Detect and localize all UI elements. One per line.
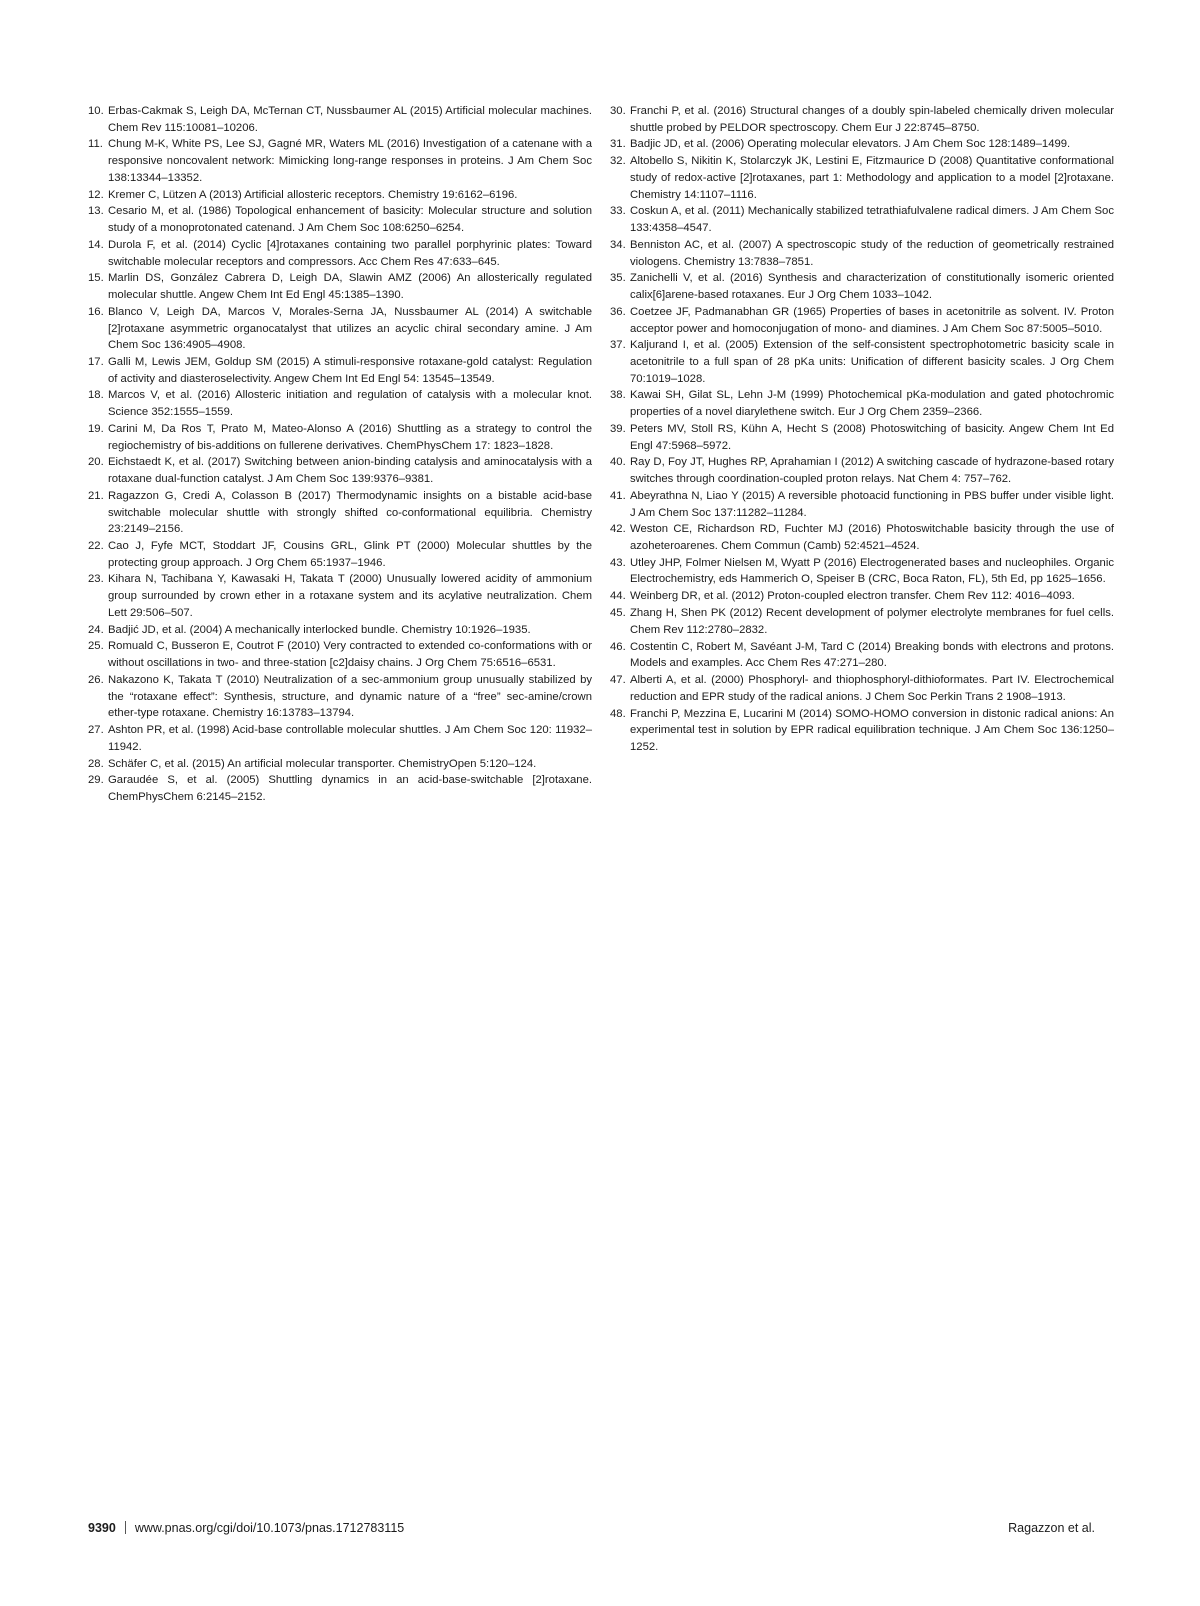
page-number: 9390 — [88, 1521, 116, 1535]
reference-text: Coskun A, et al. (2011) Mechanically stabilized tetrathiafulvalene radical dimers. J Am Chem Soc 133:4358–4547. — [630, 205, 1114, 235]
reference-text: Franchi P, Mezzina E, Lucarini M (2014) SOMO-HOMO conversion in distonic radical anions: An experimental test in solution by EPR radical equilibration technique. J Am Chem Soc 136:1250–1252. — [630, 707, 1114, 753]
reference-number: 47. — [610, 674, 626, 687]
reference-text: Zanichelli V, et al. (2016) Synthesis and characterization of constitutionally isomeric oriented calix[6]arene-based rotaxanes. Eur J Org Chem 1033–1042. — [630, 272, 1114, 302]
reference-number: 21. — [88, 489, 104, 502]
reference-text: Kihara N, Tachibana Y, Kawasaki H, Takata T (2000) Unusually lowered acidity of ammonium group surrounded by crown ether in a rotaxane system and its acylative neutralization. Chem Lett 29:506–507. — [108, 573, 592, 619]
reference-item — [610, 387, 1114, 420]
reference-item — [88, 672, 592, 722]
reference-item — [610, 153, 1114, 203]
reference-number: 44. — [610, 590, 626, 603]
reference-item — [610, 672, 1114, 705]
reference-text: Zhang H, Shen PK (2012) Recent development of polymer electrolyte membranes for fuel cells. Chem Rev 112:2780–2832. — [630, 607, 1114, 636]
reference-number: 41. — [610, 489, 626, 502]
reference-number: 13. — [88, 205, 104, 218]
reference-text: Peters MV, Stoll RS, Kühn A, Hecht S (2008) Photoswitching of basicity. Angew Chem Int Ed Engl 47:5968–5972. — [630, 422, 1114, 452]
reference-item — [88, 772, 592, 805]
references-left-column — [88, 103, 592, 806]
reference-number: 24. — [88, 623, 104, 636]
reference-item — [610, 203, 1114, 236]
reference-item — [610, 337, 1114, 387]
reference-number: 29. — [88, 774, 104, 787]
reference-item — [610, 237, 1114, 270]
reference-number: 12. — [88, 188, 104, 201]
reference-text: Cesario M, et al. (1986) Topological enhancement of basicity: Molecular structure and solution study of a monoprotonated catenand. J Am Chem Soc 108:6250–6254. — [108, 205, 592, 235]
reference-text: Ragazzon G, Credi A, Colasson B (2017) Thermodynamic insights on a bistable acid-base switchable molecular shuttle with strongly shifted co-conformational equilibria. Chemistry 23:2149–2156. — [108, 489, 592, 536]
reference-item — [610, 639, 1114, 672]
reference-number: 27. — [88, 724, 104, 737]
reference-number: 34. — [610, 238, 626, 251]
reference-text: Franchi P, et al. (2016) Structural changes of a doubly spin-labeled chemically driven molecular shuttle probed by PELDOR spectroscopy. Chem Eur J 22:8745–8750. — [630, 105, 1114, 134]
reference-number: 26. — [88, 673, 104, 686]
reference-item — [88, 136, 592, 186]
reference-item — [88, 421, 592, 454]
reference-text: Galli M, Lewis JEM, Goldup SM (2015) A stimuli-responsive rotaxane-gold catalyst: Regulation of activity and diasteroselectivity. Angew Chem Int Ed Engl 54: 13545–13549. — [108, 355, 592, 385]
reference-text: Marcos V, et al. (2016) Allosteric initiation and regulation of catalysis with a molecular knot. Science 352:1555–1559. — [108, 389, 592, 419]
reference-number: 48. — [610, 707, 626, 720]
running-authors: Ragazzon et al. — [1008, 1521, 1095, 1535]
reference-item — [88, 304, 592, 354]
reference-number: 38. — [610, 389, 626, 402]
reference-text: Weinberg DR, et al. (2012) Proton-coupled electron transfer. Chem Rev 112: 4016–4093. — [630, 590, 1075, 603]
reference-text: Durola F, et al. (2014) Cyclic [4]rotaxanes containing two parallel porphyrinic plates: Toward switchable molecular receptors and compressors. Acc Chem Res 47:633–645. — [108, 238, 592, 268]
reference-item — [610, 706, 1114, 756]
reference-text: Erbas-Cakmak S, Leigh DA, McTernan CT, Nussbaumer AL (2015) Artificial molecular machines. Chem Rev 115:10081–10206. — [108, 105, 592, 134]
reference-text: Badjić JD, et al. (2004) A mechanically interlocked bundle. Chemistry 10:1926–1935. — [108, 623, 531, 636]
reference-number: 11. — [88, 138, 103, 151]
reference-text: Schäfer C, et al. (2015) An artificial molecular transporter. ChemistryOpen 5:120–124. — [108, 757, 537, 770]
reference-number: 39. — [610, 422, 626, 435]
reference-item — [88, 203, 592, 236]
reference-number: 36. — [610, 305, 626, 318]
reference-item — [610, 103, 1114, 136]
reference-number: 23. — [88, 573, 104, 586]
reference-text: Chung M-K, White PS, Lee SJ, Gagné MR, Waters ML (2016) Investigation of a catenane with a responsive noncovalent network: Mimicking long-range responses in proteins. J Am Chem Soc 138:13344–13352. — [108, 138, 592, 184]
reference-number: 22. — [88, 540, 104, 552]
reference-number: 42. — [610, 523, 626, 536]
reference-item — [88, 538, 592, 571]
reference-item — [88, 270, 592, 303]
reference-item — [610, 605, 1114, 638]
reference-text: Marlin DS, González Cabrera D, Leigh DA, Slawin AMZ (2006) An allosterically regulated molecular shuttle. Angew Chem Int Ed Engl 45:1385–1390. — [108, 272, 592, 302]
reference-item — [88, 454, 592, 487]
reference-text: Ray D, Foy JT, Hughes RP, Aprahamian I (2012) A switching cascade of hydrazone-based rotary switches through coordination-coupled proton relays. Nat Chem 4: 757–762. — [630, 456, 1114, 486]
reference-item — [88, 488, 592, 538]
reference-text: Coetzee JF, Padmanabhan GR (1965) Properties of bases in acetonitrile as solvent. IV. Proton acceptor power and homoconjugation of mono- and diamines. J Am Chem Soc 87:5005–5010. — [630, 305, 1114, 335]
reference-number: 18. — [88, 389, 104, 402]
footer-separator — [125, 1521, 126, 1534]
reference-number: 46. — [610, 640, 626, 653]
reference-item — [88, 756, 592, 773]
reference-text: Kawai SH, Gilat SL, Lehn J-M (1999) Photochemical pKa-modulation and gated photochromic properties of a novel diarylethene switch. Eur J Org Chem 2359–2366. — [630, 389, 1114, 419]
reference-item — [610, 555, 1114, 588]
page-footer — [88, 1520, 1095, 1536]
reference-text: Benniston AC, et al. (2007) A spectroscopic study of the reduction of geometrically restrained viologens. Chemistry 13:7838–7851. — [630, 238, 1114, 268]
references-right-column — [610, 103, 1114, 756]
reference-text: Carini M, Da Ros T, Prato M, Mateo-Alonso A (2016) Shuttling as a strategy to control the regiochemistry of bis-additions on fullerene derivatives. ChemPhysChem 17: 1823–1828. — [108, 422, 592, 452]
reference-number: 37. — [610, 339, 626, 352]
reference-item — [88, 237, 592, 270]
reference-text: Abeyrathna N, Liao Y (2015) A reversible photoacid functioning in PBS buffer under visible light. J Am Chem Soc 137:11282–11284. — [630, 489, 1114, 519]
reference-number: 40. — [610, 456, 626, 469]
doi-link[interactable]: www.pnas.org/cgi/doi/10.1073/pnas.1712783115 — [134, 1521, 405, 1535]
reference-item — [610, 588, 1114, 605]
reference-text: Blanco V, Leigh DA, Marcos V, Morales-Serna JA, Nussbaumer AL (2014) A switchable [2]rotaxane asymmetric organocatalyst that utilizes an acyclic chiral secondary amine. J Am Chem Soc 136:4905–4908. — [108, 305, 592, 352]
reference-number: 35. — [610, 272, 626, 285]
reference-number: 15. — [88, 272, 104, 285]
reference-number: 25. — [88, 640, 104, 653]
reference-text: Ashton PR, et al. (1998) Acid-base controllable molecular shuttles. J Am Chem Soc 120: 11932–11942. — [108, 724, 592, 753]
reference-number: 28. — [88, 757, 104, 770]
reference-item — [88, 622, 592, 639]
reference-text: Kaljurand I, et al. (2005) Extension of the self-consistent spectrophotometric basicity scale in acetonitrile to a full span of 28 pKa units: Unification of different basicity scales. J Org Chem 70:1019–1028. — [630, 339, 1114, 385]
reference-number: 14. — [88, 238, 104, 251]
reference-item — [88, 387, 592, 420]
reference-number: 17. — [88, 355, 104, 368]
reference-text: Cao J, Fyfe MCT, Stoddart JF, Cousins GRL, Glink PT (2000) Molecular shuttles by the protecting group approach. J Org Chem 65:1937–1946. — [108, 540, 592, 569]
reference-number: 32. — [610, 155, 626, 168]
reference-item — [610, 454, 1114, 487]
reference-item — [88, 638, 592, 671]
reference-text: Altobello S, Nikitin K, Stolarczyk JK, Lestini E, Fitzmaurice D (2008) Quantitative conformational study of redox-active [2]rotaxanes, part 1: Methodology and application to a model [2]rotaxane. Chemistry 14:1107–1116. — [630, 155, 1114, 201]
reference-number: 45. — [610, 607, 626, 620]
reference-item — [610, 270, 1114, 303]
reference-item — [88, 187, 592, 204]
reference-number: 31. — [610, 138, 626, 151]
reference-item — [88, 103, 592, 136]
reference-text: Badjic JD, et al. (2006) Operating molecular elevators. J Am Chem Soc 128:1489–1499. — [630, 138, 1071, 151]
reference-number: 16. — [88, 305, 104, 318]
reference-number: 20. — [88, 456, 104, 469]
reference-text: Alberti A, et al. (2000) Phosphoryl- and thiophosphoryl-dithioformates. Part IV. Electrochemical reduction and EPR study of the radical anions. J Chem Soc Perkin Trans 2 1908–1913. — [630, 674, 1114, 703]
reference-item — [610, 136, 1114, 153]
reference-text: Garaudée S, et al. (2005) Shuttling dynamics in an acid-base-switchable [2]rotaxane. ChemPhysChem 6:2145–2152. — [108, 774, 592, 803]
reference-item — [610, 304, 1114, 337]
reference-text: Weston CE, Richardson RD, Fuchter MJ (2016) Photoswitchable basicity through the use of azoheteroarenes. Chem Commun (Camb) 52:4521–4524. — [630, 523, 1114, 552]
reference-item — [610, 421, 1114, 454]
reference-number: 19. — [88, 422, 104, 435]
reference-text: Utley JHP, Folmer Nielsen M, Wyatt P (2016) Electrogenerated bases and nucleophiles. Organic Electrochemistry, eds Hammerich O, Speiser B (CRC, Boca Raton, FL), 5th Ed, pp 1625–1656. — [630, 556, 1114, 586]
reference-item — [88, 571, 592, 621]
reference-text: Romuald C, Busseron E, Coutrot F (2010) Very contracted to extended co-conformations with or without oscillations in two- and three-station [c2]daisy chains. J Org Chem 75:6516–6531. — [108, 640, 592, 670]
reference-text: Nakazono K, Takata T (2010) Neutralization of a sec-ammonium group unusually stabilized by the “rotaxane effect”: Synthesis, structure, and dynamic nature of a “free” sec-amine/crown ether-type rotaxane. Chemistry 16:13783–13794. — [108, 673, 592, 720]
reference-item — [610, 488, 1114, 521]
reference-item — [88, 354, 592, 387]
reference-text: Eichstaedt K, et al. (2017) Switching between anion-binding catalysis and aminocatalysis with a rotaxane dual-function catalyst. J Am Chem Soc 139:9376–9381. — [108, 456, 592, 486]
reference-text: Costentin C, Robert M, Savéant J-M, Tard C (2014) Breaking bonds with electrons and protons. Models and examples. Acc Chem Res 47:271–280. — [630, 640, 1114, 670]
reference-number: 33. — [610, 205, 626, 218]
reference-number: 30. — [610, 105, 626, 117]
reference-item — [610, 521, 1114, 554]
reference-number: 10. — [88, 105, 104, 117]
reference-item — [88, 722, 592, 755]
reference-text: Kremer C, Lützen A (2013) Artificial allosteric receptors. Chemistry 19:6162–6196. — [108, 188, 518, 201]
reference-number: 43. — [610, 556, 626, 569]
